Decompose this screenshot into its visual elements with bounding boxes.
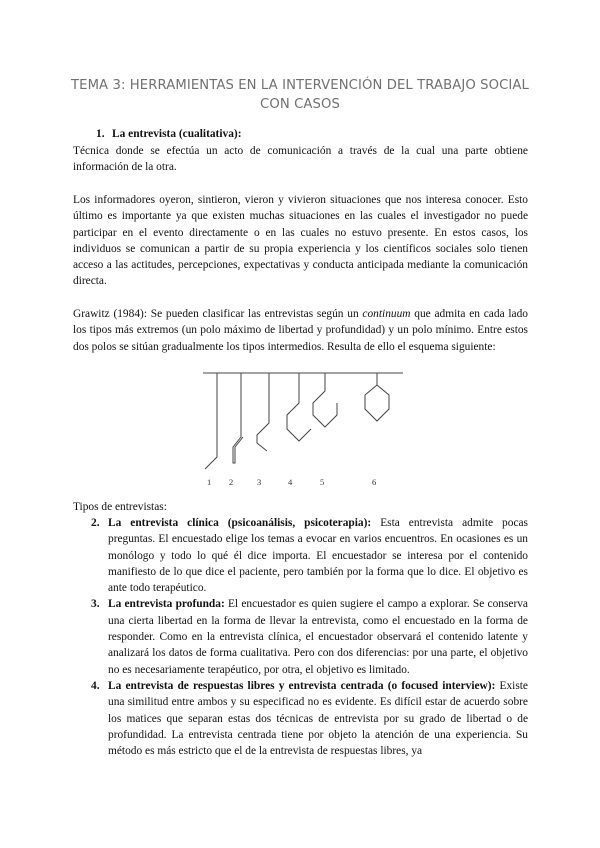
list-item xyxy=(91,515,528,596)
item-heading: La entrevista clínica (psicoanálisis, psicoterapia): xyxy=(108,517,372,529)
item-text: El encuestador es quien sugiere el campo a explorar. Se conserva una cierta libertad en la forma de llevar la entrevista, como el encuestado en la forma de responder. Como en la entrevista clínica, el encuestador observará el contenido latente y analizará los datos de forma cualitativa. Pero con dos diferencias: por una parte, el objetivo no es necesariamente terapéutico, por otra, el objetivo es limitado. xyxy=(108,598,528,676)
diagram-shape-2 xyxy=(233,373,243,463)
grawitz-text-1: Grawitz (1984): Se pueden clasificar las entrevistas según un xyxy=(73,308,363,320)
diagram-label-1: 1 xyxy=(207,477,212,487)
continuum-term: continuum xyxy=(362,308,411,320)
diagram-shape-6-hexagon xyxy=(365,385,389,421)
diagram-shape-4 xyxy=(287,373,311,441)
diagram-label-2: 2 xyxy=(229,477,234,487)
interview-continuum-diagram xyxy=(195,365,410,490)
section-heading xyxy=(96,128,242,140)
diagram-shape-3 xyxy=(257,373,269,451)
paragraph-grawitz xyxy=(73,306,528,355)
diagram-label-6: 6 xyxy=(372,477,377,487)
list-item xyxy=(91,678,528,759)
grawitz-text-2: que admita en cada lado los tipos más extremos (un polo máximo de libertad y profundidad) y un polo mínimo. Entre estos dos polos se sitúan gradualmente los tipos intermedios. Resulta de ello el esquema siguiente: xyxy=(73,308,528,353)
item-number: 4. xyxy=(91,679,100,692)
item-number: 3. xyxy=(91,598,100,611)
item-heading: La entrevista de respuestas libres y entrevista centrada (o focused interview): xyxy=(108,679,496,692)
diagram-label-3: 3 xyxy=(257,477,262,487)
types-intro: Tipos de entrevistas: xyxy=(73,501,167,513)
page-title: TEMA 3: HERRAMIENTAS EN LA INTERVENCIÓN DEL TRABAJO SOCIAL CON CASOS xyxy=(70,78,529,112)
item-text: Existe una similitud entre ambos y su especificad no es evidente. Es difícil estar de acuerdo sobre los matices que separan estas dos técnicas de entrevista por su grado de libertad o de profundidad. La entrevista centrada tiene por objeto la atención de una experiencia. Su método es más estricto que el de la entrevista de respuestas libres, ya xyxy=(108,679,528,758)
paragraph-definition: Técnica donde se efectúa un acto de comunicación a través de la cual una parte obtiene información de la otra. xyxy=(73,145,528,174)
paragraph-informants: Los informadores oyeron, sintieron, vieron y vivieron situaciones que nos interesa conocer. Esto último es importante ya que existen muchas situaciones en las cuales el investigador no puede participar en el evento directamente o en las cuales no estuvo presente. En estos casos, los individuos se comunican a partir de su propia experiencia y los científicos sociales solo tienen acceso a las actitudes, percepciones, expectativas y conducta anticipada mediante la comunicación directa. xyxy=(73,194,528,288)
diagram-label-4: 4 xyxy=(288,477,293,487)
item-number: 2. xyxy=(91,517,100,529)
diagram-shape-5 xyxy=(313,373,337,427)
section-number: 1. xyxy=(96,128,105,140)
list-item xyxy=(91,596,528,677)
diagram-label-5: 5 xyxy=(320,477,325,487)
item-text: Esta entrevista admite pocas preguntas. El encuestado elige los temas a evocar en varios encuentros. En ocasiones es un monólogo y todo lo qué él dice importa. El encuestador se interesa por el contenido manifiesto de lo que dice el paciente, pero también por la forma que lo dice. El objetivo es ante todo terapéutico. xyxy=(108,517,528,595)
section-heading-text: La entrevista (cualitativa): xyxy=(112,128,242,140)
item-heading: La entrevista profunda: xyxy=(108,598,225,611)
interview-types-list xyxy=(91,515,528,759)
diagram-shape-1 xyxy=(205,373,217,469)
